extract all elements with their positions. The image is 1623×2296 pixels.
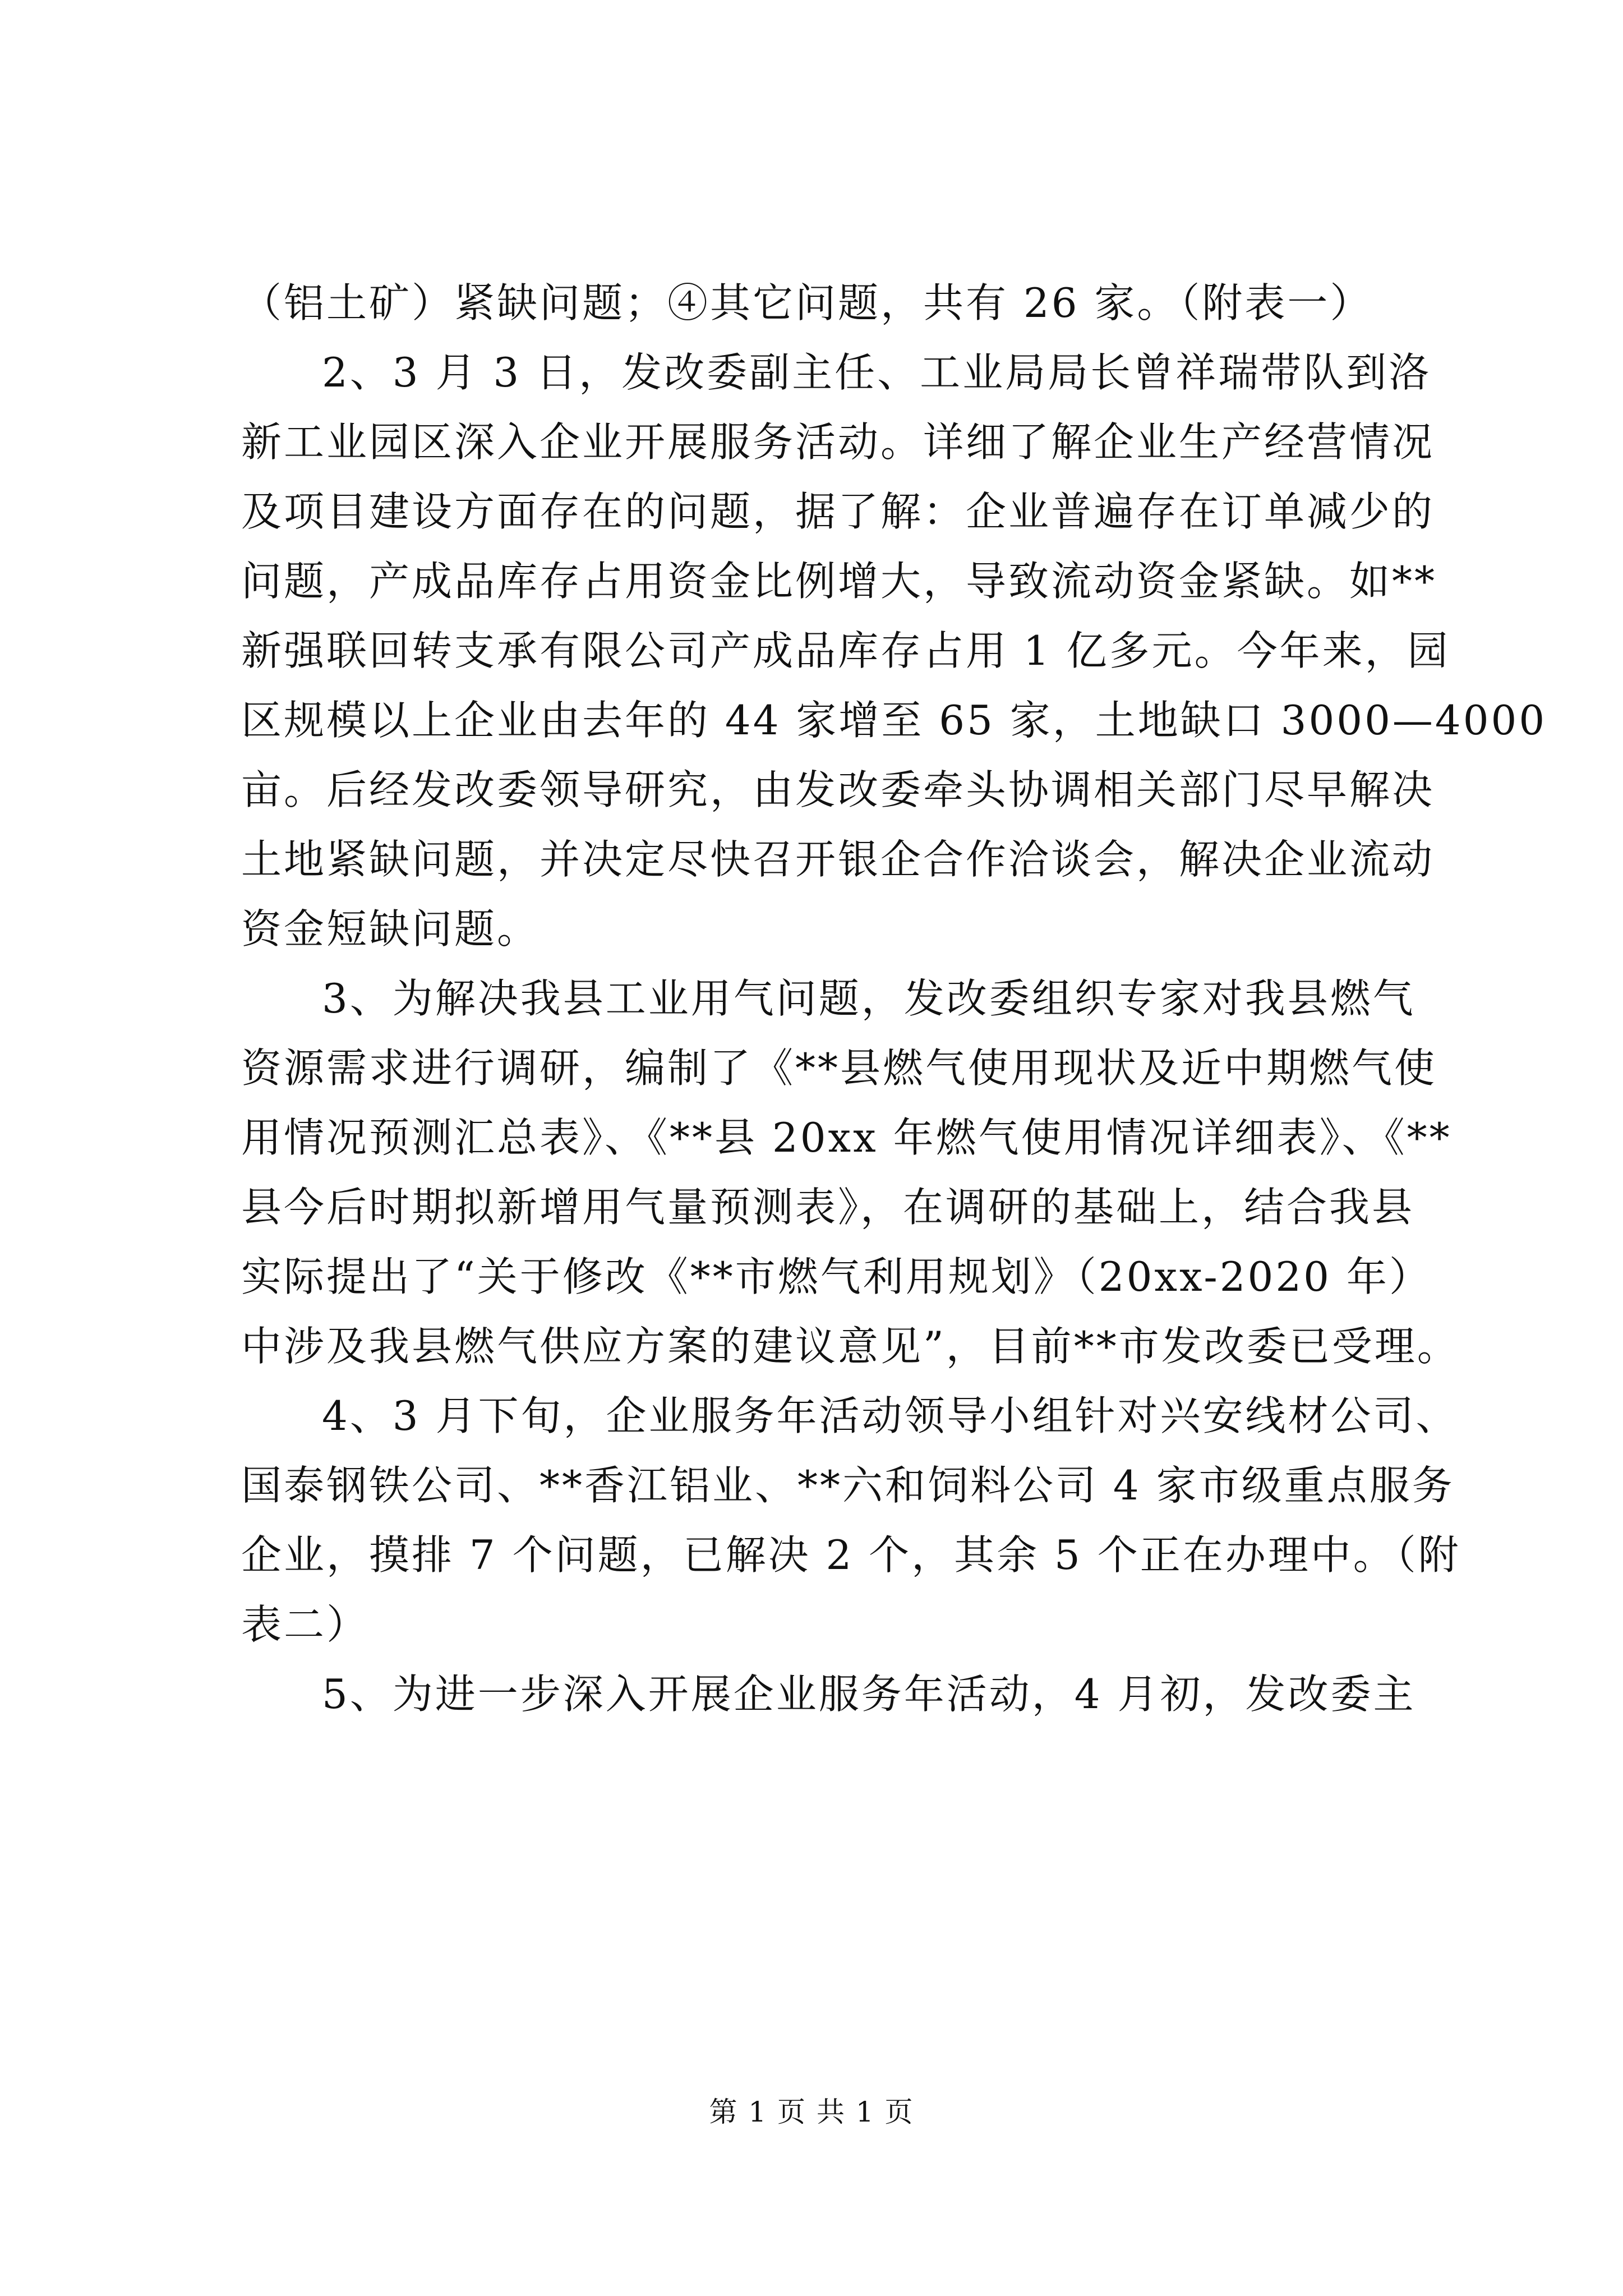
text-line: 亩。后经发改委领导研究，由发改委牵头协调相关部门尽早解决 [241, 766, 1435, 813]
text-line: 问题，产成品库存占用资金比例增大，导致流动资金紧缺。如** [241, 558, 1437, 605]
paragraph-first-line: 4、3 月下旬，企业服务年活动领导小组针对兴安线材公司、 [322, 1392, 1459, 1439]
text-line: 新强联回转支承有限公司产成品库存占用 1 亿多元。今年来，园 [241, 627, 1450, 674]
text-line: 资金短缺问题。 [241, 905, 540, 953]
document-body [241, 268, 1547, 1729]
text-line: 及项目建设方面存在的问题，据了解：企业普遍存在订单减少的 [241, 488, 1435, 535]
text-line: 企业，摸排 7 个问题，已解决 2 个，其余 5 个正在办理中。（附 [241, 1531, 1461, 1579]
text-line: 国泰钢铁公司、**香江铝业、**六和饲料公司 4 家市级重点服务 [241, 1462, 1455, 1509]
text-line: 中涉及我县燃气供应方案的建议意见”，目前**市发改委已受理。 [241, 1323, 1460, 1370]
text-line: 实际提出了“关于修改《**市燃气利用规划》（20xx-2020 年） [241, 1253, 1432, 1300]
page-footer: 第 1 页 共 1 页 [709, 2096, 914, 2128]
paragraph-first-line: 2、3 月 3 日，发改委副主任、工业局局长曾祥瑞带队到洛 [322, 349, 1432, 396]
text-line: （铝土矿）紧缺问题；④其它问题，共有 26 家。（附表一） [241, 279, 1373, 326]
paragraph-first-line: 5、为进一步深入开展企业服务年活动，4 月初，发改委主 [322, 1671, 1416, 1718]
text-line: 用情况预测汇总表》、《**县 20xx 年燃气使用情况详细表》、《** [241, 1114, 1452, 1161]
text-line: 表二） [241, 1601, 370, 1648]
text-line: 县今后时期拟新增用气量预测表》，在调研的基础上，结合我县 [241, 1184, 1415, 1231]
text-line: 资源需求进行调研，编制了《**县燃气使用现状及近中期燃气使 [241, 1045, 1437, 1092]
text-line: 新工业园区深入企业开展服务活动。详细了解企业生产经营情况 [241, 418, 1435, 466]
text-line: 区规模以上企业由去年的 44 家增至 65 家，土地缺口 3000—4000 [241, 697, 1547, 744]
paragraph-first-line: 3、为解决我县工业用气问题，发改委组织专家对我县燃气 [322, 975, 1415, 1022]
text-line: 土地紧缺问题，并决定尽快召开银企合作洽谈会，解决企业流动 [241, 836, 1435, 883]
